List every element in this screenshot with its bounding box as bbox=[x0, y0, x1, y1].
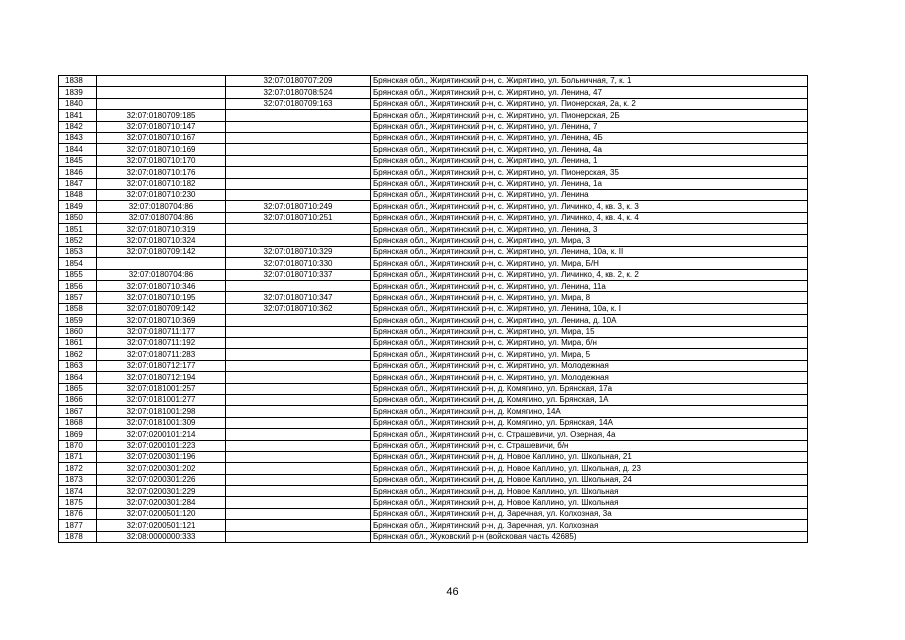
address-cell: Брянская обл., Жирятинский р-н, с. Жирятино, ул. Ленина, 1 bbox=[371, 155, 808, 166]
object-number-cell: 32:07:0180710:249 bbox=[226, 201, 371, 212]
parcel-number-cell: 32:07:0180711:192 bbox=[97, 337, 226, 348]
table-row bbox=[59, 451, 808, 462]
object-number-cell bbox=[226, 486, 371, 497]
row-number-cell: 1867 bbox=[59, 406, 97, 417]
object-number-cell bbox=[226, 429, 371, 440]
object-number-cell: 32:07:0180710:251 bbox=[226, 212, 371, 223]
row-number-cell: 1854 bbox=[59, 258, 97, 269]
table-row bbox=[59, 235, 808, 246]
address-cell: Брянская обл., Жирятинский р-н, с. Жирятино, ул. Мира, 15 bbox=[371, 326, 808, 337]
row-number-cell: 1860 bbox=[59, 326, 97, 337]
address-cell: Брянская обл., Жирятинский р-н, с. Жирятино, ул. Ленина, 10а, к. I bbox=[371, 303, 808, 314]
address-cell: Брянская обл., Жирятинский р-н, д. Новое Каплино, ул. Школьная bbox=[371, 497, 808, 508]
address-cell: Брянская обл., Жирятинский р-н, с. Жирятино, ул. Ленина, 7 bbox=[371, 121, 808, 132]
table-body bbox=[59, 76, 808, 543]
address-cell: Брянская обл., Жирятинский р-н, с. Жирятино, ул. Личинко, 4, кв. 2, к. 2 bbox=[371, 269, 808, 280]
address-cell: Брянская обл., Жирятинский р-н, д. Новое Каплино, ул. Школьная bbox=[371, 486, 808, 497]
parcel-number-cell bbox=[97, 98, 226, 109]
table-row bbox=[59, 201, 808, 212]
row-number-cell: 1870 bbox=[59, 440, 97, 451]
address-cell: Брянская обл., Жирятинский р-н, с. Жирятино, ул. Ленина, 1а bbox=[371, 178, 808, 189]
parcel-number-cell: 32:07:0180710:182 bbox=[97, 178, 226, 189]
object-number-cell: 32:07:0180710:329 bbox=[226, 246, 371, 257]
object-number-cell: 32:07:0180707:209 bbox=[226, 76, 371, 87]
table-row bbox=[59, 474, 808, 485]
row-number-cell: 1878 bbox=[59, 531, 97, 542]
table-row bbox=[59, 406, 808, 417]
object-number-cell bbox=[226, 167, 371, 178]
table-row bbox=[59, 349, 808, 360]
object-number-cell bbox=[226, 281, 371, 292]
table-row bbox=[59, 224, 808, 235]
parcel-number-cell: 32:07:0180709:185 bbox=[97, 110, 226, 121]
row-number-cell: 1859 bbox=[59, 315, 97, 326]
parcel-number-cell: 32:07:0180704:86 bbox=[97, 212, 226, 223]
object-number-cell bbox=[226, 440, 371, 451]
address-cell: Брянская обл., Жирятинский р-н, с. Жирятино, ул. Молодежная bbox=[371, 360, 808, 371]
table-row bbox=[59, 155, 808, 166]
parcel-number-cell bbox=[97, 87, 226, 98]
parcel-number-cell bbox=[97, 76, 226, 87]
page-number: 46 bbox=[446, 586, 459, 598]
address-cell: Брянская обл., Жирятинский р-н, с. Жирятино, ул. Ленина bbox=[371, 189, 808, 200]
row-number-cell: 1857 bbox=[59, 292, 97, 303]
row-number-cell: 1844 bbox=[59, 144, 97, 155]
parcel-number-cell: 32:07:0200301:196 bbox=[97, 451, 226, 462]
table-row bbox=[59, 486, 808, 497]
parcel-number-cell bbox=[97, 258, 226, 269]
registry-table bbox=[58, 75, 808, 543]
table-row bbox=[59, 98, 808, 109]
address-cell: Брянская обл., Жирятинский р-н, с. Жирятино, ул. Ленина, 47 bbox=[371, 87, 808, 98]
object-number-cell bbox=[226, 372, 371, 383]
object-number-cell: 32:07:0180708:524 bbox=[226, 87, 371, 98]
object-number-cell bbox=[226, 406, 371, 417]
table-row bbox=[59, 258, 808, 269]
row-number-cell: 1847 bbox=[59, 178, 97, 189]
parcel-number-cell: 32:07:0180710:176 bbox=[97, 167, 226, 178]
parcel-number-cell: 32:07:0200501:120 bbox=[97, 508, 226, 519]
row-number-cell: 1868 bbox=[59, 417, 97, 428]
table-row bbox=[59, 212, 808, 223]
parcel-number-cell: 32:07:0180710:230 bbox=[97, 189, 226, 200]
row-number-cell: 1853 bbox=[59, 246, 97, 257]
row-number-cell: 1855 bbox=[59, 269, 97, 280]
address-cell: Брянская обл., Жирятинский р-н, д. Новое Каплино, ул. Школьная, 24 bbox=[371, 474, 808, 485]
parcel-number-cell: 32:07:0180709:142 bbox=[97, 303, 226, 314]
row-number-cell: 1864 bbox=[59, 372, 97, 383]
row-number-cell: 1865 bbox=[59, 383, 97, 394]
address-cell: Брянская обл., Жирятинский р-н, д. Комягино, ул. Брянская, 17а bbox=[371, 383, 808, 394]
address-cell: Брянская обл., Жирятинский р-н, с. Жирятино, ул. Ленина, 10а, к. II bbox=[371, 246, 808, 257]
address-cell: Брянская обл., Жирятинский р-н, с. Жирятино, ул. Больничная, 7, к. 1 bbox=[371, 76, 808, 87]
parcel-number-cell: 32:07:0200301:229 bbox=[97, 486, 226, 497]
row-number-cell: 1858 bbox=[59, 303, 97, 314]
address-cell: Брянская обл., Жирятинский р-н, с. Жирятино, ул. Пионерская, 2а, к. 2 bbox=[371, 98, 808, 109]
row-number-cell: 1874 bbox=[59, 486, 97, 497]
address-cell: Брянская обл., Жирятинский р-н, д. Заречная, ул. Колхозная, 3а bbox=[371, 508, 808, 519]
row-number-cell: 1875 bbox=[59, 497, 97, 508]
table-row bbox=[59, 303, 808, 314]
table-row bbox=[59, 315, 808, 326]
parcel-number-cell: 32:07:0200101:214 bbox=[97, 429, 226, 440]
row-number-cell: 1841 bbox=[59, 110, 97, 121]
parcel-number-cell: 32:07:0200301:202 bbox=[97, 463, 226, 474]
address-cell: Брянская обл., Жирятинский р-н, с. Жирятино, ул. Личинко, 4, кв. 3, к. 3 bbox=[371, 201, 808, 212]
address-cell: Брянская обл., Жирятинский р-н, с. Жирятино, ул. Ленина, 4Б bbox=[371, 132, 808, 143]
parcel-number-cell: 32:07:0180712:177 bbox=[97, 360, 226, 371]
object-number-cell: 32:07:0180710:330 bbox=[226, 258, 371, 269]
table-row bbox=[59, 508, 808, 519]
address-cell: Брянская обл., Жирятинский р-н, д. Новое Каплино, ул. Школьная, 21 bbox=[371, 451, 808, 462]
object-number-cell bbox=[226, 178, 371, 189]
object-number-cell bbox=[226, 110, 371, 121]
object-number-cell bbox=[226, 360, 371, 371]
object-number-cell bbox=[226, 315, 371, 326]
address-cell: Брянская обл., Жирятинский р-н, с. Жирятино, ул. Пионерская, 2Б bbox=[371, 110, 808, 121]
table-row bbox=[59, 281, 808, 292]
row-number-cell: 1838 bbox=[59, 76, 97, 87]
table-row bbox=[59, 121, 808, 132]
row-number-cell: 1866 bbox=[59, 394, 97, 405]
object-number-cell bbox=[226, 337, 371, 348]
address-cell: Брянская обл., Жирятинский р-н, с. Жирятино, ул. Мира, 8 bbox=[371, 292, 808, 303]
table-row bbox=[59, 269, 808, 280]
address-cell: Брянская обл., Жирятинский р-н, с. Жирятино, ул. Пионерская, 35 bbox=[371, 167, 808, 178]
address-cell: Брянская обл., Жирятинский р-н, с. Жирятино, ул. Мира, 3 bbox=[371, 235, 808, 246]
address-cell: Брянская обл., Жирятинский р-н, с. Жирятино, ул. Ленина, 4а bbox=[371, 144, 808, 155]
row-number-cell: 1852 bbox=[59, 235, 97, 246]
row-number-cell: 1839 bbox=[59, 87, 97, 98]
parcel-number-cell: 32:08:0000000:333 bbox=[97, 531, 226, 542]
object-number-cell: 32:07:0180710:362 bbox=[226, 303, 371, 314]
table-row bbox=[59, 360, 808, 371]
object-number-cell bbox=[226, 531, 371, 542]
object-number-cell bbox=[226, 349, 371, 360]
table-row bbox=[59, 520, 808, 531]
row-number-cell: 1843 bbox=[59, 132, 97, 143]
parcel-number-cell: 32:07:0180710:346 bbox=[97, 281, 226, 292]
table-row bbox=[59, 497, 808, 508]
address-cell: Брянская обл., Жирятинский р-н, д. Комягино, ул. Брянская, 1А bbox=[371, 394, 808, 405]
address-cell: Брянская обл., Жирятинский р-н, с. Жирятино, ул. Ленина, д. 10А bbox=[371, 315, 808, 326]
row-number-cell: 1877 bbox=[59, 520, 97, 531]
object-number-cell: 32:07:0180710:347 bbox=[226, 292, 371, 303]
table-row bbox=[59, 326, 808, 337]
address-cell: Брянская обл., Жирятинский р-н, д. Новое Каплино, ул. Школьная, д. 23 bbox=[371, 463, 808, 474]
row-number-cell: 1863 bbox=[59, 360, 97, 371]
parcel-number-cell: 32:07:0180710:167 bbox=[97, 132, 226, 143]
parcel-number-cell: 32:07:0180710:319 bbox=[97, 224, 226, 235]
row-number-cell: 1873 bbox=[59, 474, 97, 485]
table-row bbox=[59, 110, 808, 121]
address-cell: Брянская обл., Жирятинский р-н, с. Жирятино, ул. Личинко, 4, кв. 4, к. 4 bbox=[371, 212, 808, 223]
row-number-cell: 1851 bbox=[59, 224, 97, 235]
table-row bbox=[59, 531, 808, 542]
address-cell: Брянская обл., Жирятинский р-н, с. Жирятино, ул. Мира, б/н bbox=[371, 337, 808, 348]
table-row bbox=[59, 394, 808, 405]
parcel-number-cell: 32:07:0180710:369 bbox=[97, 315, 226, 326]
parcel-number-cell: 32:07:0181001:257 bbox=[97, 383, 226, 394]
table-row bbox=[59, 463, 808, 474]
row-number-cell: 1840 bbox=[59, 98, 97, 109]
table-row bbox=[59, 337, 808, 348]
object-number-cell bbox=[226, 497, 371, 508]
parcel-number-cell: 32:07:0180704:86 bbox=[97, 269, 226, 280]
row-number-cell: 1845 bbox=[59, 155, 97, 166]
address-cell: Брянская обл., Жирятинский р-н, д. Комягино, ул. Брянская, 14А bbox=[371, 417, 808, 428]
row-number-cell: 1876 bbox=[59, 508, 97, 519]
object-number-cell bbox=[226, 383, 371, 394]
table-row bbox=[59, 292, 808, 303]
parcel-number-cell: 32:07:0200301:284 bbox=[97, 497, 226, 508]
table-row bbox=[59, 440, 808, 451]
address-cell: Брянская обл., Жирятинский р-н, с. Жирятино, ул. Ленина, 3 bbox=[371, 224, 808, 235]
object-number-cell bbox=[226, 235, 371, 246]
parcel-number-cell: 32:07:0200501:121 bbox=[97, 520, 226, 531]
parcel-number-cell: 32:07:0180709:142 bbox=[97, 246, 226, 257]
row-number-cell: 1862 bbox=[59, 349, 97, 360]
object-number-cell bbox=[226, 463, 371, 474]
parcel-number-cell: 32:07:0180712:194 bbox=[97, 372, 226, 383]
object-number-cell bbox=[226, 451, 371, 462]
object-number-cell bbox=[226, 224, 371, 235]
object-number-cell bbox=[226, 520, 371, 531]
object-number-cell: 32:07:0180709:163 bbox=[226, 98, 371, 109]
table-row bbox=[59, 76, 808, 87]
table-row bbox=[59, 167, 808, 178]
parcel-number-cell: 32:07:0181001:298 bbox=[97, 406, 226, 417]
parcel-number-cell: 32:07:0180710:169 bbox=[97, 144, 226, 155]
object-number-cell bbox=[226, 508, 371, 519]
parcel-number-cell: 32:07:0180710:170 bbox=[97, 155, 226, 166]
address-cell: Брянская обл., Жирятинский р-н, д. Комягино, 14А bbox=[371, 406, 808, 417]
object-number-cell bbox=[226, 155, 371, 166]
address-cell: Брянская обл., Жирятинский р-н, с. Жирятино, ул. Мира, Б/Н bbox=[371, 258, 808, 269]
object-number-cell bbox=[226, 132, 371, 143]
address-cell: Брянская обл., Жирятинский р-н, с. Страшевичи, б/н bbox=[371, 440, 808, 451]
address-cell: Брянская обл., Жирятинский р-н, с. Жирятино, ул. Ленина, 11а bbox=[371, 281, 808, 292]
address-cell: Брянская обл., Жирятинский р-н, с. Жирятино, ул. Мира, 5 bbox=[371, 349, 808, 360]
row-number-cell: 1872 bbox=[59, 463, 97, 474]
address-cell: Брянская обл., Жирятинский р-н, д. Заречная, ул. Колхозная bbox=[371, 520, 808, 531]
row-number-cell: 1856 bbox=[59, 281, 97, 292]
parcel-number-cell: 32:07:0200301:226 bbox=[97, 474, 226, 485]
row-number-cell: 1871 bbox=[59, 451, 97, 462]
address-cell: Брянская обл., Жуковский р-н (войсковая часть 42685) bbox=[371, 531, 808, 542]
table-row bbox=[59, 189, 808, 200]
table-row bbox=[59, 383, 808, 394]
table-row bbox=[59, 132, 808, 143]
object-number-cell bbox=[226, 121, 371, 132]
object-number-cell bbox=[226, 326, 371, 337]
parcel-number-cell: 32:07:0180704:86 bbox=[97, 201, 226, 212]
address-cell: Брянская обл., Жирятинский р-н, с. Страшевичи, ул. Озерная, 4а bbox=[371, 429, 808, 440]
row-number-cell: 1869 bbox=[59, 429, 97, 440]
object-number-cell bbox=[226, 417, 371, 428]
parcel-number-cell: 32:07:0181001:277 bbox=[97, 394, 226, 405]
table-row bbox=[59, 246, 808, 257]
row-number-cell: 1846 bbox=[59, 167, 97, 178]
table-row bbox=[59, 144, 808, 155]
address-cell: Брянская обл., Жирятинский р-н, с. Жирятино, ул. Молодежная bbox=[371, 372, 808, 383]
table-row bbox=[59, 429, 808, 440]
object-number-cell bbox=[226, 189, 371, 200]
parcel-number-cell: 32:07:0180711:283 bbox=[97, 349, 226, 360]
table-row bbox=[59, 178, 808, 189]
row-number-cell: 1848 bbox=[59, 189, 97, 200]
table-row bbox=[59, 372, 808, 383]
row-number-cell: 1842 bbox=[59, 121, 97, 132]
object-number-cell bbox=[226, 474, 371, 485]
parcel-number-cell: 32:07:0180710:147 bbox=[97, 121, 226, 132]
parcel-number-cell: 32:07:0180710:195 bbox=[97, 292, 226, 303]
row-number-cell: 1850 bbox=[59, 212, 97, 223]
parcel-number-cell: 32:07:0200101:223 bbox=[97, 440, 226, 451]
table-row bbox=[59, 87, 808, 98]
object-number-cell: 32:07:0180710:337 bbox=[226, 269, 371, 280]
table-row bbox=[59, 417, 808, 428]
object-number-cell bbox=[226, 144, 371, 155]
row-number-cell: 1861 bbox=[59, 337, 97, 348]
object-number-cell bbox=[226, 394, 371, 405]
row-number-cell: 1849 bbox=[59, 201, 97, 212]
parcel-number-cell: 32:07:0180710:324 bbox=[97, 235, 226, 246]
parcel-number-cell: 32:07:0181001:309 bbox=[97, 417, 226, 428]
parcel-number-cell: 32:07:0180711:177 bbox=[97, 326, 226, 337]
